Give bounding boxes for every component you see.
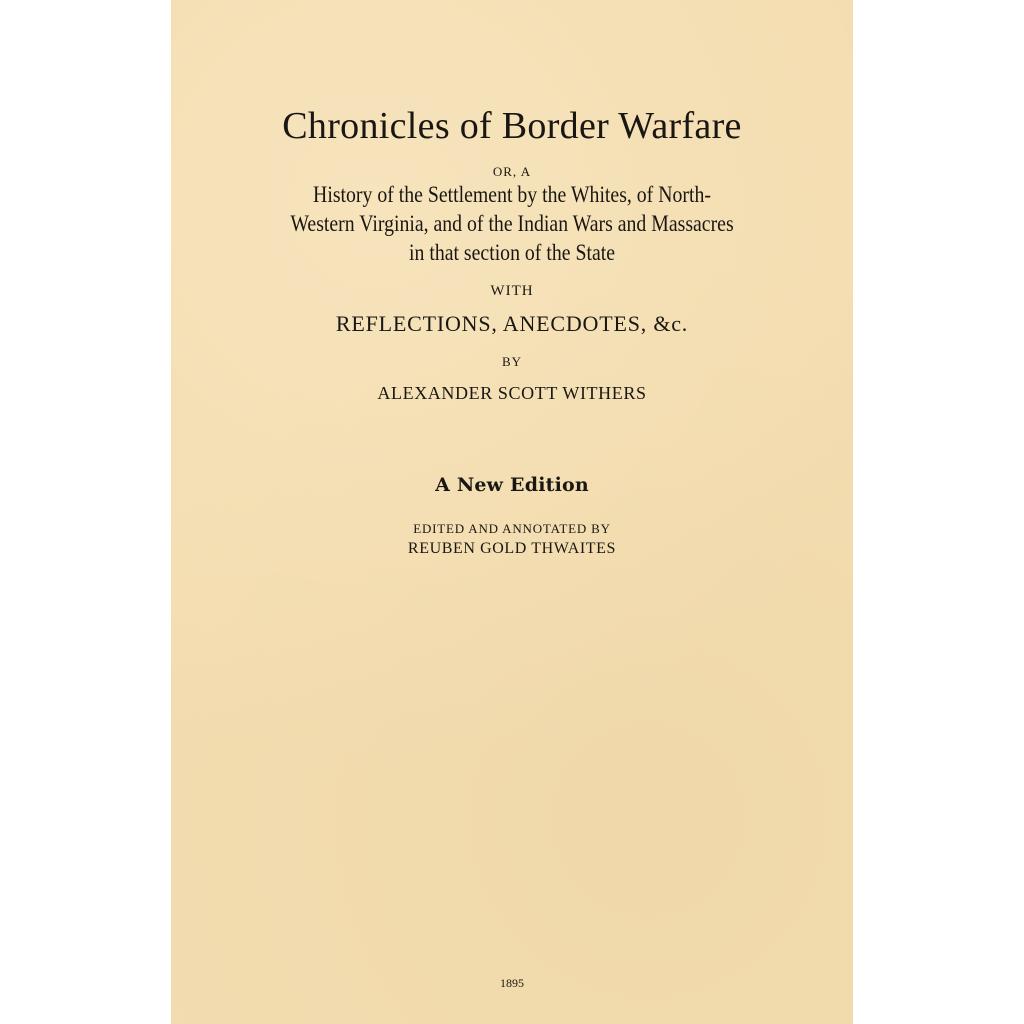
- edited-by-label: EDITED AND ANNOTATED BY: [413, 521, 611, 536]
- by-label: BY: [501, 354, 523, 369]
- editor-name: REUBEN GOLD THWAITES: [407, 540, 617, 557]
- with-label: WITH: [490, 283, 534, 299]
- book-title: Chronicles of Border Warfare: [282, 105, 742, 147]
- title-page: [171, 0, 853, 1024]
- edition-label: A New Edition: [435, 474, 589, 496]
- publication-year: 1895: [500, 976, 524, 990]
- author-name: ALEXANDER SCOTT WITHERS: [377, 383, 647, 403]
- reflections-line: REFLECTIONS, ANECDOTES, &c.: [335, 311, 689, 336]
- subtitle-line-2: Western Virginia, and of the Indian Wars and Massacres: [290, 211, 734, 236]
- subtitle-line-1: History of the Settlement by the Whites, of North-: [313, 182, 711, 207]
- subtitle-line-3: in that section of the State: [409, 240, 615, 265]
- or-a-label: OR, A: [492, 164, 532, 179]
